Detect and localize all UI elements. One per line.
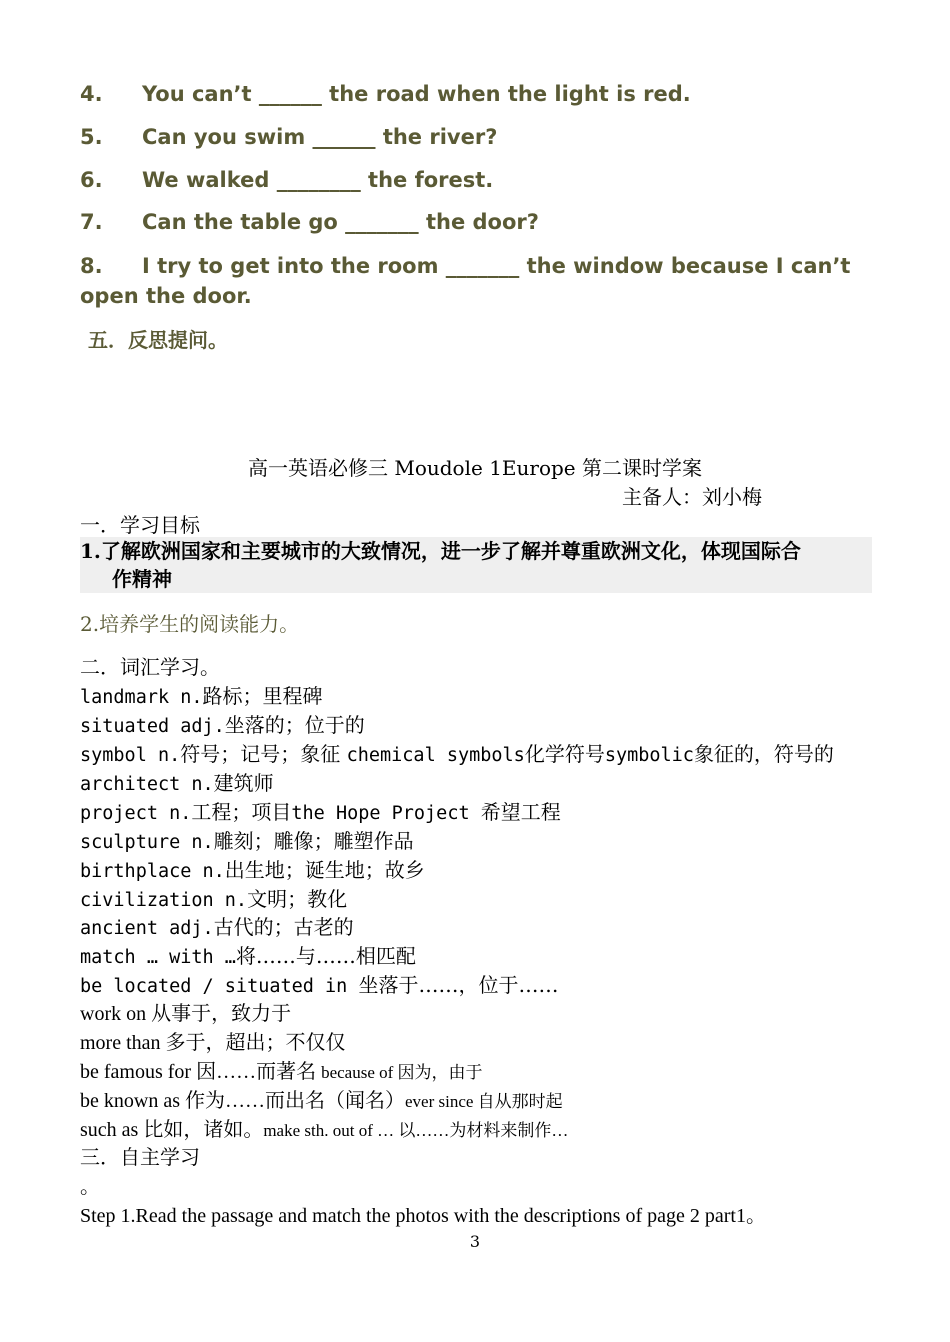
section-2-heading: 二．词汇学习。 bbox=[80, 655, 220, 679]
section-1-heading: 一．学习目标 bbox=[80, 513, 200, 537]
lesson-author: 主备人：刘小梅 bbox=[622, 485, 762, 509]
learning-goal-2: 2.培养学生的阅读能力。 bbox=[80, 612, 300, 636]
phrase-item: work on 从事于，致力于 bbox=[80, 1003, 292, 1025]
question-4: 4. You can’t ______ the road when the light is red. bbox=[80, 82, 691, 106]
vocab-item: project n.工程；项目the Hope Project 希望工程 bbox=[80, 800, 561, 824]
phrase-item: such as 比如，诸如。make sth. out of … 以……为材料来制作… bbox=[80, 1119, 569, 1141]
phrase-item: more than 多于，超出；不仅仅 bbox=[80, 1032, 346, 1054]
vocab-item: sculpture n.雕刻；雕像；雕塑作品 bbox=[80, 829, 414, 853]
vocab-item: birthplace n.出生地；诞生地；故乡 bbox=[80, 858, 425, 882]
goal-1-line-1: 1.了解欧洲国家和主要城市的大致情况，进一步了解并尊重欧洲文化，体现国际合 bbox=[80, 539, 801, 563]
vocab-item: be located / situated in 坐落于……，位于…… bbox=[80, 973, 559, 997]
vocab-item: architect n.建筑师 bbox=[80, 771, 274, 795]
vocab-item: civilization n.文明；教化 bbox=[80, 887, 348, 911]
section-3-mark: 。 bbox=[80, 1174, 100, 1198]
vocab-item: match … with …将……与……相匹配 bbox=[80, 944, 416, 968]
step-1-instruction: Step 1.Read the passage and match the photos with the descriptions of page 2 part1。 bbox=[80, 1205, 766, 1227]
section-5-heading: 五．反思提问。 bbox=[88, 328, 228, 352]
vocab-item: ancient adj.古代的；古老的 bbox=[80, 915, 354, 939]
question-7: 7. Can the table go _______ the door? bbox=[80, 210, 539, 234]
phrase-item: be famous for 因……而著名 because of 因为，由于 bbox=[80, 1061, 483, 1083]
vocab-item: symbol n.符号；记号；象征 chemical symbols化学符号symbolic象征的，符号的 bbox=[80, 742, 834, 766]
phrase-item: be known as 作为……而出名（闻名）ever since 自从那时起 bbox=[80, 1090, 563, 1112]
page-number: 3 bbox=[469, 1232, 481, 1251]
lesson-title: 高一英语必修三 Moudole 1Europe 第二课时学案 bbox=[248, 456, 702, 480]
vocab-item: landmark n.路标；里程碑 bbox=[80, 684, 323, 708]
vocab-item: situated adj.坐落的；位于的 bbox=[80, 713, 365, 737]
question-8: 8. I try to get into the room _______ the window because I can’t open the door. bbox=[80, 254, 851, 308]
section-3-heading: 三．自主学习 bbox=[80, 1145, 200, 1169]
learning-goal-1 bbox=[80, 537, 872, 593]
question-5: 5. Can you swim ______ the river? bbox=[80, 125, 498, 149]
goal-1-line-2: 作精神 bbox=[112, 567, 172, 591]
question-6: 6. We walked ________ the forest. bbox=[80, 168, 494, 192]
